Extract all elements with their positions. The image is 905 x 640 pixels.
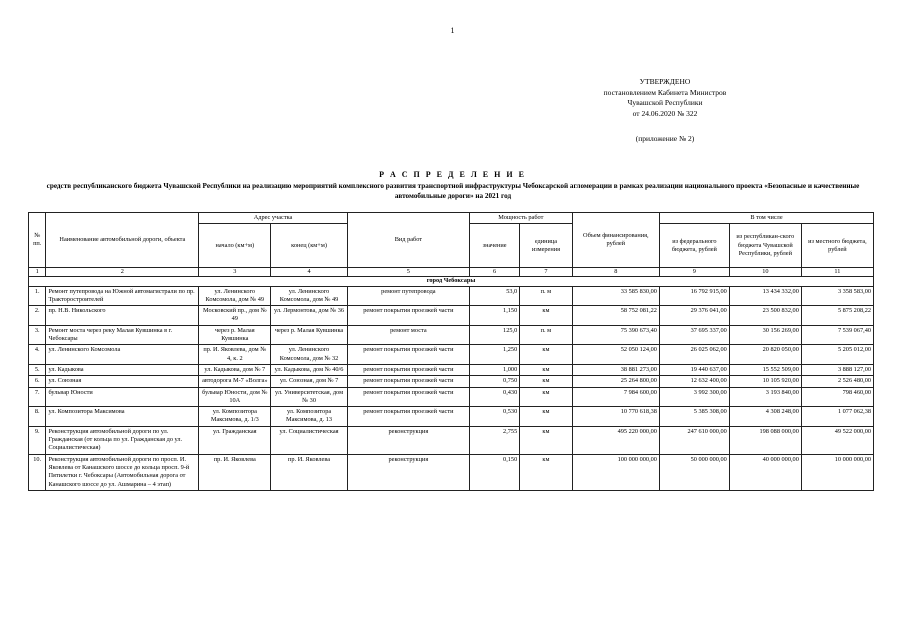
cell-start: бульвар Юности, дом № 10А xyxy=(199,387,271,407)
cell-republic: 40 000 000,00 xyxy=(729,454,801,490)
header-address: Адрес участка xyxy=(199,213,347,224)
column-number-row xyxy=(29,268,874,277)
cell-end: ул. Ленинского Комсомола, дом № 49 xyxy=(271,286,347,306)
cell-start: ул. Гражданская xyxy=(199,426,271,454)
cell-volume: 10 770 618,38 xyxy=(572,407,659,427)
cell-start: автодорога М-7 «Волга» xyxy=(199,376,271,387)
cell-name: пр. Н.В. Никольского xyxy=(46,306,199,326)
cell-end: пр. И. Яковлева xyxy=(271,454,347,490)
cell-start: пр. И. Яковлева xyxy=(199,454,271,490)
cell-start: через р. Малая Кувшинка xyxy=(199,325,271,345)
cell-start: ул. Ленинского Комсомола, дом № 49 xyxy=(199,286,271,306)
table-row xyxy=(29,454,874,490)
column-number: 2 xyxy=(46,268,199,277)
cell-volume: 75 390 673,40 xyxy=(572,325,659,345)
header-start: начало (км+м) xyxy=(199,224,271,268)
column-number: 11 xyxy=(801,268,873,277)
table-row xyxy=(29,426,874,454)
cell-federal: 16 792 915,00 xyxy=(659,286,729,306)
cell-federal: 26 025 062,00 xyxy=(659,345,729,365)
page-number: 1 xyxy=(450,26,455,35)
cell-work: ремонт покрытия проезжей части xyxy=(347,306,469,326)
cell-local: 7 539 067,40 xyxy=(801,325,873,345)
cell-value: 0,530 xyxy=(470,407,520,427)
cell-value: 125,0 xyxy=(470,325,520,345)
header-value: значение xyxy=(470,224,520,268)
cell-federal: 19 440 637,00 xyxy=(659,364,729,375)
cell-start: Московский пр., дом № 49 xyxy=(199,306,271,326)
appendix-note: (приложение № 2) xyxy=(635,134,695,143)
header-republic: из республикан-ского бюджета Чувашской Республики, рублей xyxy=(729,224,801,268)
cell-local: 10 000 000,00 xyxy=(801,454,873,490)
cell-name-text: Реконструкция автомобильной дороги по ул. Гражданская (от кольца по ул. Гражданская до ул. Социалистическая) xyxy=(48,427,183,452)
column-number: 9 xyxy=(659,268,729,277)
cell-work: реконструкция xyxy=(347,426,469,454)
cell-n: 8. xyxy=(29,407,46,427)
cell-unit: п. м xyxy=(520,325,572,345)
cell-federal: 5 385 308,00 xyxy=(659,407,729,427)
approval-line: от 24.06.2020 № 322 xyxy=(632,108,698,118)
column-number: 8 xyxy=(572,268,659,277)
cell-name: Ремонт путепровода на Южной автомагистрали по пр. Тракторостроителей xyxy=(46,286,199,306)
cell-republic: 3 193 840,00 xyxy=(729,387,801,407)
cell-n: 1. xyxy=(29,286,46,306)
cell-value: 1,250 xyxy=(470,345,520,365)
cell-volume: 495 220 000,00 xyxy=(572,426,659,454)
cell-local: 3 888 127,00 xyxy=(801,364,873,375)
cell-start: пр. И. Яковлева, дом № 4, к. 2 xyxy=(199,345,271,365)
cell-end: ул. Университетская, дом № 30 xyxy=(271,387,347,407)
cell-local: 5 205 012,00 xyxy=(801,345,873,365)
column-number: 4 xyxy=(271,268,347,277)
header-work: Вид работ xyxy=(347,213,469,268)
cell-end: ул. Ленинского Комсомола, дом № 32 xyxy=(271,345,347,365)
table-row xyxy=(29,387,874,407)
cell-end: ул. Кадыкова, дом № 40/6 xyxy=(271,364,347,375)
column-number: 10 xyxy=(729,268,801,277)
header-num: № пп. xyxy=(29,213,46,268)
approval-line: УТВЕРЖДЕНО xyxy=(639,77,691,86)
cell-work: ремонт покрытия проезжей части xyxy=(347,376,469,387)
cell-volume: 7 984 600,00 xyxy=(572,387,659,407)
cell-unit: км xyxy=(520,407,572,427)
table-row xyxy=(29,286,874,306)
cell-volume: 25 264 800,00 xyxy=(572,376,659,387)
cell-name: ул. Ленинского Комсомола xyxy=(46,345,199,365)
column-number: 6 xyxy=(470,268,520,277)
cell-end: ул. Социалистическая xyxy=(271,426,347,454)
cell-republic: 30 156 269,00 xyxy=(729,325,801,345)
cell-republic: 4 308 248,00 xyxy=(729,407,801,427)
distribution-table xyxy=(28,212,874,491)
section-title: город Чебоксары xyxy=(29,277,874,286)
document-title: Р А С П Р Е Д Е Л Е Н И Е xyxy=(379,170,526,179)
cell-local: 798 460,00 xyxy=(801,387,873,407)
cell-unit: км xyxy=(520,426,572,454)
cell-end: ул. Композитора Максимова, д. 13 xyxy=(271,407,347,427)
cell-local: 3 358 583,00 xyxy=(801,286,873,306)
cell-end: ул. Лермонтова, дом № 36 xyxy=(271,306,347,326)
cell-name: Ремонт моста через реку Малая Кувшинка в г. Чебоксары xyxy=(46,325,199,345)
cell-federal: 12 632 400,00 xyxy=(659,376,729,387)
header-capacity: Мощность работ xyxy=(470,213,573,224)
cell-end: ул. Союзная, дом № 7 xyxy=(271,376,347,387)
cell-value: 53,0 xyxy=(470,286,520,306)
cell-republic: 10 105 920,00 xyxy=(729,376,801,387)
header-end: конец (км+м) xyxy=(271,224,347,268)
header-unit: единица измерения xyxy=(520,224,572,268)
table-row xyxy=(29,407,874,427)
column-number: 5 xyxy=(347,268,469,277)
cell-name xyxy=(46,426,199,454)
cell-end: через р. Малая Кувшинка xyxy=(271,325,347,345)
table-row xyxy=(29,345,874,365)
cell-republic: 23 500 832,00 xyxy=(729,306,801,326)
cell-federal: 37 695 337,00 xyxy=(659,325,729,345)
header-name: Наименование автомобильной дороги, объекта xyxy=(46,213,199,268)
cell-start: ул. Кадыкова, дом № 7 xyxy=(199,364,271,375)
cell-n: 7. xyxy=(29,387,46,407)
cell-work: ремонт покрытия проезжей части xyxy=(347,364,469,375)
cell-unit: км xyxy=(520,364,572,375)
cell-unit: км xyxy=(520,387,572,407)
cell-n: 4. xyxy=(29,345,46,365)
cell-n: 5. xyxy=(29,364,46,375)
cell-value: 2,755 xyxy=(470,426,520,454)
cell-name: ул. Композитора Максимова xyxy=(46,407,199,427)
cell-republic: 13 434 332,00 xyxy=(729,286,801,306)
cell-unit: п. м xyxy=(520,286,572,306)
cell-volume: 33 585 830,00 xyxy=(572,286,659,306)
cell-name: Реконструкция автомобильной дороги по просп. И. Яковлева от Канашского шоссе до кольца просп. 9-й Пятилетки г. Чебоксары (Автомобильная дорога от Канашского шоссе до ул. Ашмарина – 4 этап) xyxy=(46,454,199,490)
header-local: из местного бюджета, рублей xyxy=(801,224,873,268)
cell-name: ул. Кадыкова xyxy=(46,364,199,375)
cell-unit: км xyxy=(520,376,572,387)
cell-value: 0,750 xyxy=(470,376,520,387)
column-number: 3 xyxy=(199,268,271,277)
cell-volume: 100 000 000,00 xyxy=(572,454,659,490)
cell-local: 1 077 062,38 xyxy=(801,407,873,427)
cell-volume: 52 050 124,00 xyxy=(572,345,659,365)
table-row xyxy=(29,364,874,375)
header-including: В том числе xyxy=(659,213,873,224)
cell-n: 6. xyxy=(29,376,46,387)
column-number: 7 xyxy=(520,268,572,277)
cell-local: 5 875 208,22 xyxy=(801,306,873,326)
cell-work: ремонт покрытия проезжей части xyxy=(347,387,469,407)
cell-republic: 15 552 509,00 xyxy=(729,364,801,375)
cell-federal: 247 610 000,00 xyxy=(659,426,729,454)
approval-line: постановлением Кабинета Министров xyxy=(603,87,727,97)
cell-work: ремонт моста xyxy=(347,325,469,345)
cell-federal: 50 000 000,00 xyxy=(659,454,729,490)
cell-republic: 198 088 000,00 xyxy=(729,426,801,454)
table-row xyxy=(29,325,874,345)
cell-local: 49 522 000,00 xyxy=(801,426,873,454)
cell-n: 10. xyxy=(29,454,46,490)
cell-work: ремонт путепровода xyxy=(347,286,469,306)
cell-local: 2 526 480,00 xyxy=(801,376,873,387)
cell-name: ул. Союзная xyxy=(46,376,199,387)
cell-unit: км xyxy=(520,345,572,365)
cell-unit: км xyxy=(520,306,572,326)
cell-work: ремонт покрытия проезжей части xyxy=(347,345,469,365)
approval-line: Чувашской Республики xyxy=(627,98,703,107)
cell-value: 0,150 xyxy=(470,454,520,490)
cell-value: 0,430 xyxy=(470,387,520,407)
cell-volume: 58 752 081,22 xyxy=(572,306,659,326)
header-volume: Объем финансирования, рублей xyxy=(572,213,659,268)
cell-name: бульвар Юности xyxy=(46,387,199,407)
cell-unit: км xyxy=(520,454,572,490)
column-number: 1 xyxy=(29,268,46,277)
cell-federal: 3 992 300,00 xyxy=(659,387,729,407)
table-row xyxy=(29,306,874,326)
header-federal: из федерального бюджета, рублей xyxy=(659,224,729,268)
cell-n: 2. xyxy=(29,306,46,326)
section-row xyxy=(29,277,874,286)
table-row xyxy=(29,376,874,387)
cell-n: 3. xyxy=(29,325,46,345)
cell-work: реконструкция xyxy=(347,454,469,490)
cell-volume: 38 881 273,00 xyxy=(572,364,659,375)
cell-work: ремонт покрытия проезжей части xyxy=(347,407,469,427)
cell-value: 1,000 xyxy=(470,364,520,375)
cell-start: ул. Композитора Максимова, д. 1/3 xyxy=(199,407,271,427)
cell-value: 1,150 xyxy=(470,306,520,326)
document-subtitle: средств республиканского бюджета Чувашской Республики на реализацию мероприятий комплексного развития транспортной инфраструктуры Чебоксарской агломерации в рамках реализации национального проекта «Безопасные и качественные автомобильные дороги» на 2021 год xyxy=(46,182,860,200)
cell-republic: 20 820 050,00 xyxy=(729,345,801,365)
cell-n: 9. xyxy=(29,426,46,454)
approval-stamp xyxy=(595,77,735,119)
cell-federal: 29 376 041,00 xyxy=(659,306,729,326)
